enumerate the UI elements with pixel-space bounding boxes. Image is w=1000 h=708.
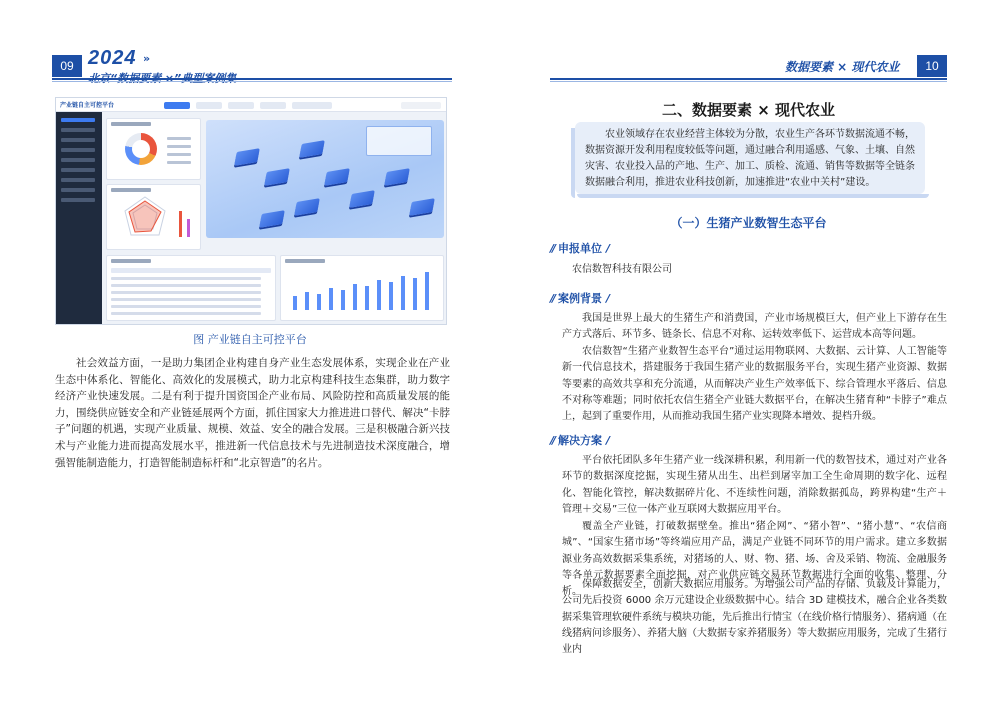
slash-end-icon: / <box>606 433 611 447</box>
applicant-name: 农信数智科技有限公司 <box>572 264 672 275</box>
screenshot-tab <box>260 102 286 109</box>
screenshot-card-title <box>111 122 151 126</box>
screenshot-table-row <box>111 312 261 315</box>
social-benefit-paragraph: 社会效益方面，一是助力集团企业构建自身产业生态发展体系，实现企业在产业生态中体系化、智能化、高效化的发展模式，助力北京构建科技生态集群，助力数字经济产业快速发展。二是有利于提升国资国企产业布局、风险防控和高质量发展的能力，围绕供应链安全和产业链延展两个方面，抓住国家大力推进进口替代、解决“卡脖子”问题的机遇，实现产业质量、规模、效益、安全的融合发展。三是积极融合新兴技术与产业能力进而提高发展水平，推进新一代信息技术与先进制造技术深度融合，增强智能制造能力，打造智能制造标杆和“北京智造”的名片。 <box>55 357 450 469</box>
screenshot-iso-block <box>299 140 325 158</box>
screenshot-legend-line <box>167 153 191 156</box>
screenshot-bar <box>401 276 405 310</box>
page-number-left: 09 <box>52 55 82 77</box>
screenshot-sidebar <box>56 112 102 325</box>
background-paragraph-2: 农信数智“生猪产业数智生态平台”通过运用物联网、大数据、云计算、人工智能等新一代信息技术，搭建服务于我国生猪产业的数据服务平台，实现生猪产业资源、数据等要素的高效共享和充分流通，从而解决产业生产效率低下、综合管理水平落后、信息不对称等难题；同时依托农信生猪全产业链大数据平台，在解决生猪育种“卡脖子”难点上，起到了重要作用，从而推动我国生猪产业实现降本增效、提档升级。 <box>562 346 947 423</box>
screenshot-bar <box>425 272 429 310</box>
screenshot-card-title <box>111 259 151 263</box>
screenshot-sidebar-item <box>61 128 95 132</box>
screenshot-tab <box>228 102 254 109</box>
slash-end-icon: / <box>606 241 611 255</box>
screenshot-legend-line <box>167 161 191 164</box>
screenshot-iso-block <box>264 168 290 186</box>
screenshot-platform-title: 产业链自主可控平台 <box>60 102 115 109</box>
heading-background <box>550 290 610 306</box>
header-rule <box>550 78 947 80</box>
screenshot-bar <box>293 296 297 310</box>
screenshot-table-row <box>111 298 261 301</box>
screenshot-tab <box>196 102 222 109</box>
solution-paragraph-2: 覆盖全产业链，打破数据壁垒。推出“猪企网”、“猪小智”、“猪小慧”、“农信商城”、“国家生猪市场”等终端应用产品，满足产业链不同环节的用户需求。建立多数据源业务高效数据采集系统，对猪场的人、财、物、猪、场、舍及采销、物流、金融服务等各单元数据要素全面挖掘，对产业供应链交易环节数据进行全面的收集、整理、分析。 <box>562 521 947 598</box>
header-rule-thin <box>550 81 947 82</box>
slash-marker-icon: // <box>550 291 555 305</box>
slash-marker-icon: // <box>550 433 555 447</box>
screenshot-donut-chart <box>125 133 157 165</box>
screenshot-card-table <box>106 255 276 321</box>
logo-arrows-icon: » <box>143 52 151 65</box>
screenshot-radar-chart <box>107 191 202 251</box>
slash-marker-icon: // <box>550 241 555 255</box>
screenshot-bar <box>353 284 357 310</box>
screenshot-card-title <box>285 259 325 263</box>
screenshot-sidebar-item <box>61 168 95 172</box>
slash-end-icon: / <box>606 291 611 305</box>
screenshot-iso-block <box>384 168 410 186</box>
header-rule-thin <box>52 81 452 82</box>
page-number-right: 10 <box>917 55 947 77</box>
screenshot-sidebar-item <box>61 138 95 142</box>
logo-year: 2024 <box>88 47 137 69</box>
screenshot-card-radar <box>106 184 201 250</box>
figure-caption: 图 产业链自主可控平台 <box>193 333 307 346</box>
screenshot-table-row <box>111 305 261 308</box>
screenshot-sidebar-item <box>61 188 95 192</box>
platform-screenshot <box>55 97 447 325</box>
screenshot-ecosystem-map <box>206 120 444 238</box>
screenshot-iso-block <box>294 198 320 216</box>
heading-applicant <box>550 240 610 256</box>
screenshot-table-row <box>111 284 261 287</box>
screenshot-sidebar-item <box>61 118 95 122</box>
heading-solution <box>550 432 610 448</box>
screenshot-topbar <box>56 98 447 112</box>
screenshot-bar <box>377 280 381 310</box>
subsection-title: （一）生猪产业数智生态平台 <box>670 216 827 230</box>
screenshot-bar <box>389 282 393 310</box>
screenshot-iso-block <box>324 168 350 186</box>
screenshot-iso-block <box>349 190 375 208</box>
screenshot-table-row <box>111 291 261 294</box>
screenshot-sidebar-item <box>61 198 95 202</box>
screenshot-table-header <box>111 268 271 273</box>
screenshot-bar <box>317 294 321 310</box>
screenshot-legend-line <box>167 137 191 140</box>
screenshot-sidebar-item <box>61 148 95 152</box>
screenshot-bar <box>305 292 309 310</box>
screenshot-sidebar-item <box>61 158 95 162</box>
screenshot-bar <box>365 286 369 310</box>
screenshot-iso-block <box>409 198 435 216</box>
screenshot-bar <box>341 290 345 310</box>
solution-paragraph-1: 平台依托团队多年生猪产业一线深耕积累，利用新一代的数智技术，通过对产业各环节的数据深度挖掘，实现生猪从出生、出栏到屠宰加工全生命周期的数字化、远程化、智能化管控，解决数据碎片化、不连续性问题，消除数据孤岛，跨界构建“生产＋管理＋交易”三位一体产业互联网大数据应用平台。 <box>562 455 947 515</box>
heading-text: 解决方案 <box>558 434 603 447</box>
right-page <box>500 0 1000 708</box>
header-title: 数据要素 × 现代农业 <box>785 60 900 74</box>
screenshot-bar <box>413 278 417 310</box>
screenshot-map-badge <box>366 126 432 156</box>
header-rule <box>52 78 452 80</box>
screenshot-user-area <box>401 102 441 109</box>
screenshot-legend-line <box>167 145 191 148</box>
screenshot-iso-block <box>259 210 285 228</box>
screenshot-tab <box>164 102 190 109</box>
screenshot-bar <box>329 288 333 310</box>
section-title: 二、数据要素 × 现代农业 <box>661 101 835 119</box>
heading-text: 案例背景 <box>558 292 603 305</box>
screenshot-sidebar-item <box>61 178 95 182</box>
background-paragraph-1: 我国是世界上最大的生猪生产和消费国，产业市场规模巨大，但产业上下游存在生产方式落后、环节多、链条长、信息不对称、运转效率低下、运营成本高等问题。 <box>562 313 947 341</box>
intro-text: 农业领域存在农业经营主体较为分散，农业生产各环节数据流通不畅，数据资源开发利用程度较低等问题，通过融合利用遥感、气象、土壤、自然灾害、农业投入品的产地、生产、加工、质检、流通、销售等数据等全链条数据融合利用，推进农业科技创新，加速推进“农业中关村”建设。 <box>585 129 915 188</box>
screenshot-iso-block <box>234 148 260 166</box>
screenshot-tab <box>292 102 332 109</box>
screenshot-card-bars <box>280 255 444 321</box>
heading-text: 申报单位 <box>558 242 603 255</box>
intro-box <box>575 122 925 194</box>
screenshot-card-overview <box>106 118 201 180</box>
solution-paragraph-3: 保障数据安全，创新大数据应用服务。为增强公司产品的存储、负载及计算能力，公司先后投资 6000 余万元建设企业级数据中心。结合 3D 建模技术，融合企业各类数据采集管理软硬件系统与模块功能，先后推出行情宝（在线价格行情服务）、猪病通（在线猪病问诊服务）、养猪大脑（大数据专家养猪服务）等大数据应用服务，完成了生猪行业内 <box>562 579 947 656</box>
screenshot-table-row <box>111 277 261 280</box>
